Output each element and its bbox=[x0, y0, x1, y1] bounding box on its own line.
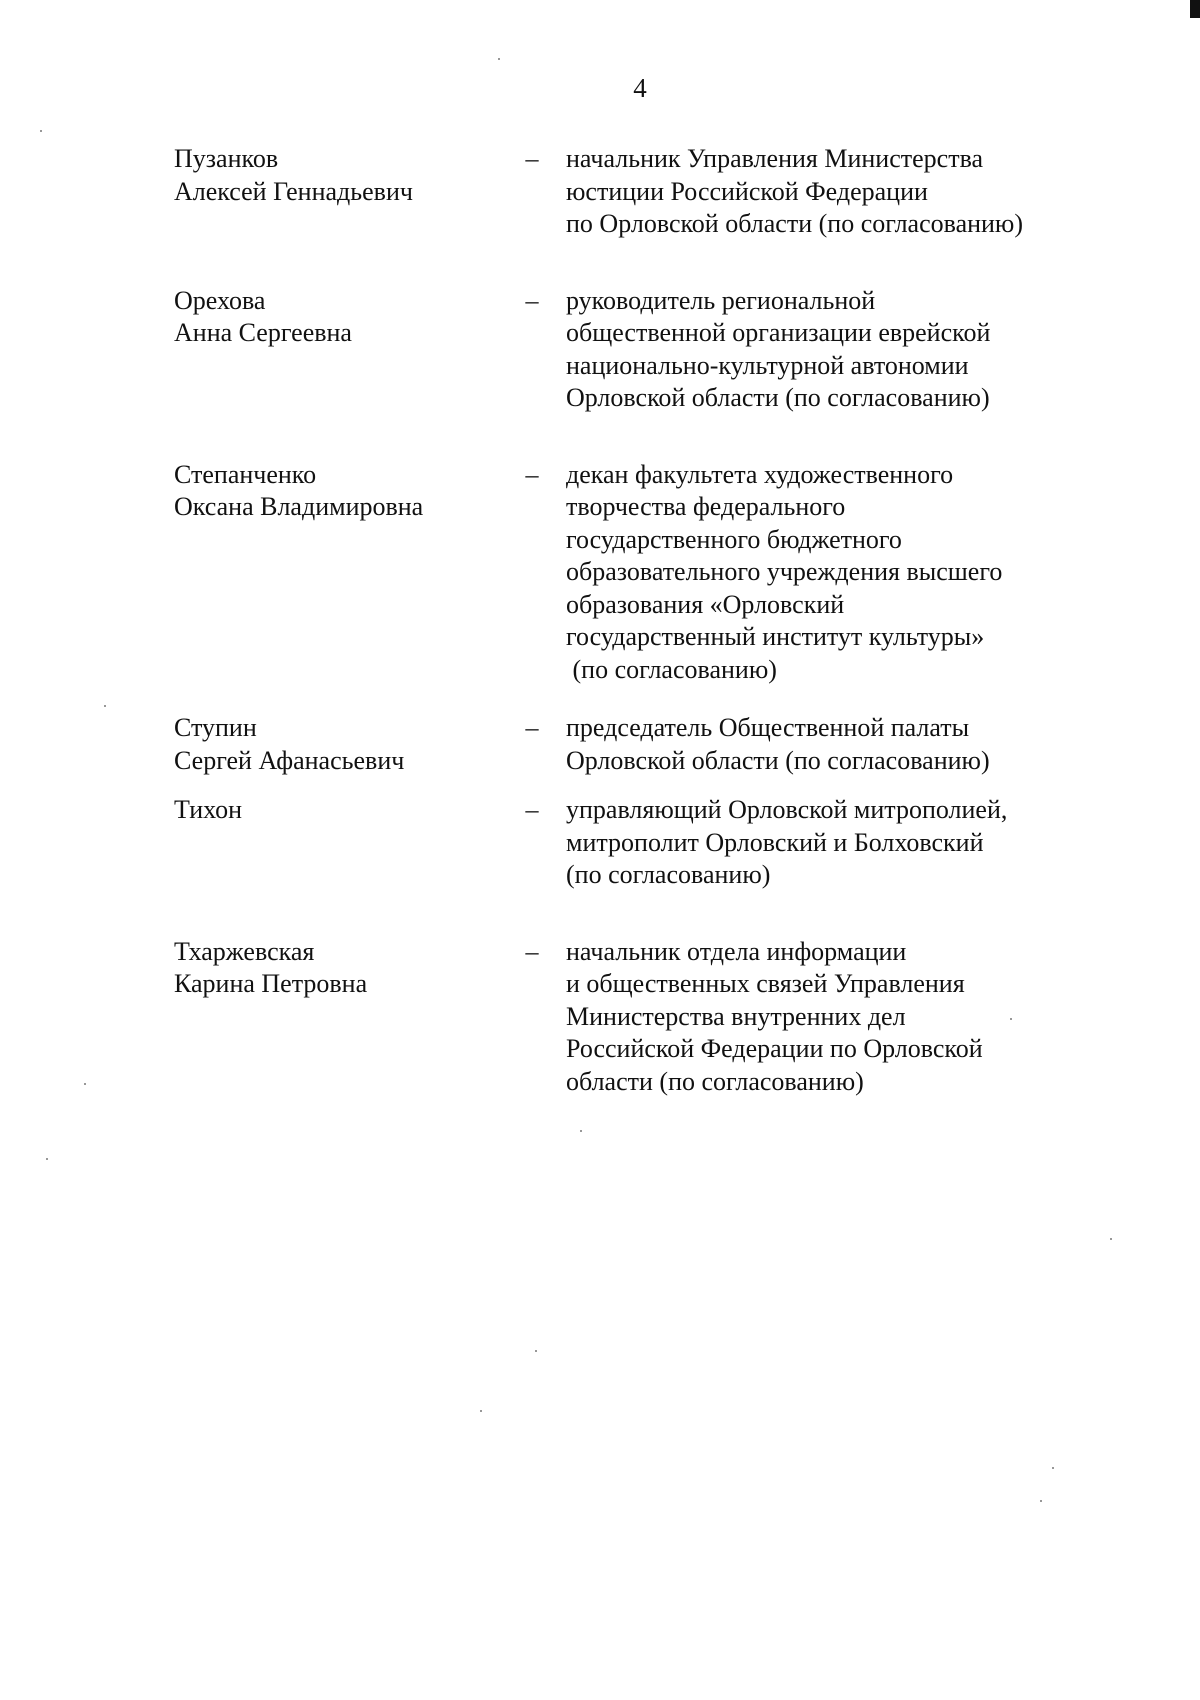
scan-speck bbox=[498, 58, 500, 60]
member-given-names: Сергей Афанасьевич bbox=[174, 745, 405, 775]
separator-dash: – bbox=[525, 713, 539, 742]
position-line: по Орловской области (по согласованию) bbox=[566, 209, 1024, 238]
scan-speck bbox=[580, 1130, 582, 1132]
member-position bbox=[566, 459, 1086, 687]
position-line: общественной организации еврейской bbox=[566, 318, 991, 347]
corner-mark bbox=[1190, 0, 1200, 18]
position-line: начальник Управления Министерства bbox=[566, 144, 984, 173]
member-name bbox=[174, 712, 474, 777]
member-entry bbox=[0, 712, 1200, 777]
member-surname: Пузанков bbox=[174, 144, 279, 173]
separator-dash: – bbox=[525, 936, 539, 966]
member-entry bbox=[0, 794, 1200, 892]
separator-dash: – bbox=[525, 285, 539, 315]
scan-speck bbox=[1040, 1500, 1042, 1502]
member-surname: Ступин bbox=[174, 713, 257, 742]
member-name bbox=[174, 143, 474, 208]
position-line: Орловской области (по согласованию) bbox=[566, 745, 990, 775]
position-line: образования «Орловский bbox=[566, 589, 845, 619]
position-line: декан факультета художественного bbox=[566, 459, 954, 489]
scan-speck bbox=[40, 130, 42, 132]
position-line: начальник отдела информации bbox=[566, 936, 907, 966]
member-entry bbox=[0, 143, 1200, 241]
scan-speck bbox=[46, 1158, 48, 1160]
scan-speck bbox=[1010, 1018, 1012, 1020]
position-line: (по согласованию) bbox=[566, 654, 777, 684]
separator-dash: – bbox=[525, 795, 539, 824]
position-line: области (по согласованию) bbox=[566, 1066, 864, 1096]
member-name bbox=[174, 285, 474, 350]
page-number: 4 bbox=[633, 73, 647, 103]
scan-speck bbox=[84, 1083, 86, 1085]
position-line: и общественных связей Управления bbox=[566, 969, 965, 998]
scan-speck bbox=[1110, 1238, 1112, 1240]
position-line: Министерства внутренних дел bbox=[566, 1001, 906, 1031]
member-given-names: Оксана Владимировна bbox=[174, 492, 424, 521]
position-line: управляющий Орловской митрополией, bbox=[566, 795, 1008, 824]
scan-speck bbox=[480, 1410, 482, 1412]
member-position bbox=[566, 936, 1086, 1099]
member-name bbox=[174, 794, 474, 827]
scan-speck bbox=[1052, 1467, 1054, 1469]
scan-speck bbox=[535, 1350, 537, 1352]
position-line: государственного бюджетного bbox=[566, 524, 902, 554]
member-list bbox=[0, 143, 1200, 1098]
position-line: митрополит Орловский и Болховский bbox=[566, 827, 984, 857]
member-entry bbox=[0, 459, 1200, 687]
member-surname: Тхаржевская bbox=[174, 936, 315, 966]
member-entry bbox=[0, 285, 1200, 415]
member-given-names: Карина Петровна bbox=[174, 969, 368, 998]
member-position bbox=[566, 794, 1086, 892]
position-line: образовательного учреждения высшего bbox=[566, 557, 1003, 586]
position-line: Орловской области (по согласованию) bbox=[566, 383, 990, 412]
member-surname: Орехова bbox=[174, 285, 266, 315]
member-name bbox=[174, 459, 474, 524]
member-surname: Тихон bbox=[174, 795, 243, 824]
position-line: Российской Федерации по Орловской bbox=[566, 1034, 983, 1063]
member-entry bbox=[0, 936, 1200, 1099]
member-position bbox=[566, 143, 1086, 241]
position-line: государственный институт культуры» bbox=[566, 622, 985, 651]
member-position bbox=[566, 285, 1086, 415]
position-line: (по согласованию) bbox=[566, 860, 771, 889]
scan-speck bbox=[104, 705, 106, 707]
position-line: председатель Общественной палаты bbox=[566, 713, 970, 742]
member-given-names: Алексей Геннадьевич bbox=[174, 176, 413, 206]
position-line: юстиции Российской Федерации bbox=[566, 176, 928, 206]
member-position bbox=[566, 712, 1086, 777]
member-given-names: Анна Сергеевна bbox=[174, 318, 352, 347]
separator-dash: – bbox=[525, 459, 539, 489]
separator-dash: – bbox=[525, 144, 539, 173]
member-name bbox=[174, 936, 474, 1001]
member-surname: Степанченко bbox=[174, 459, 317, 489]
position-line: национально-культурной автономии bbox=[566, 350, 969, 380]
position-line: руководитель региональной bbox=[566, 285, 876, 315]
position-line: творчества федерального bbox=[566, 492, 846, 521]
